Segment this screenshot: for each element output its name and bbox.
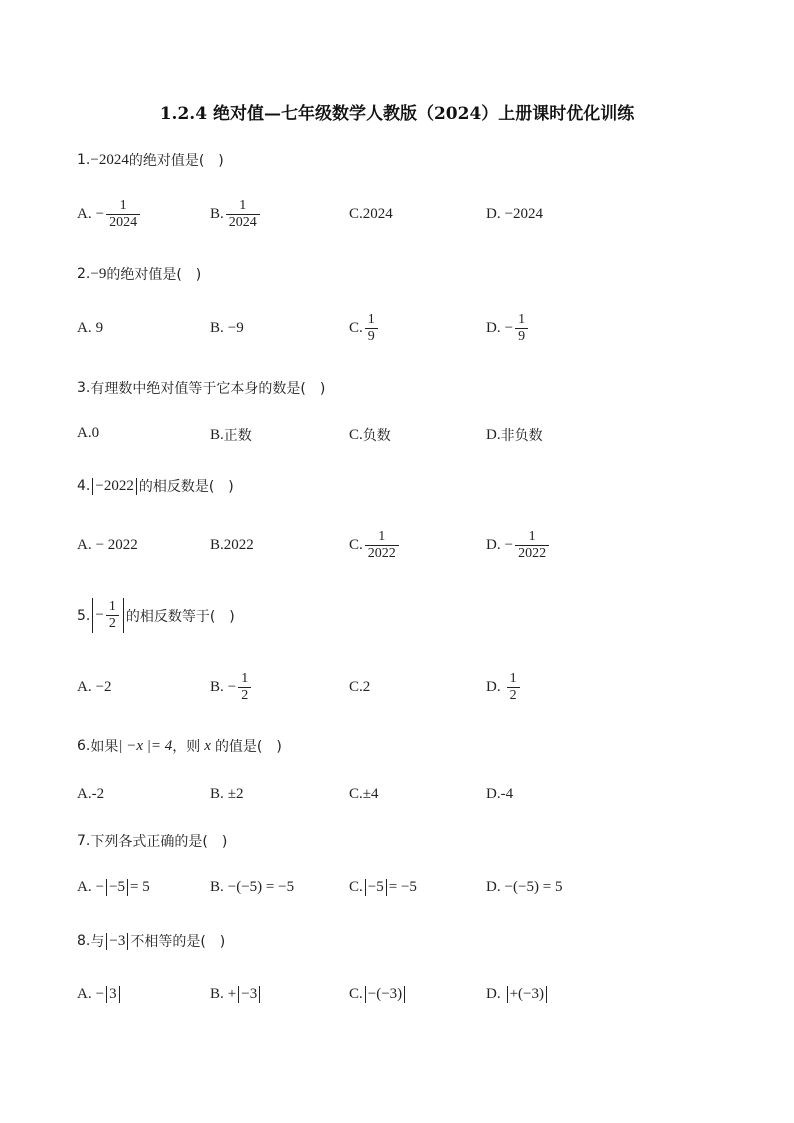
option-prefix: − <box>95 879 105 895</box>
option-4d <box>486 529 551 562</box>
denominator: 2022 <box>515 545 549 562</box>
denominator: 2022 <box>365 545 399 562</box>
option-label: D. <box>486 879 501 895</box>
option-value: −9 <box>227 320 244 336</box>
option-1c <box>349 206 393 223</box>
question-number: 1. <box>77 152 91 168</box>
option-8d <box>486 986 549 1003</box>
option-label: D. <box>486 786 501 802</box>
abs-sign: − <box>95 607 104 623</box>
option-label: B. <box>210 320 224 336</box>
question-prefix: 与 <box>90 934 105 950</box>
option-label: B. <box>210 679 224 695</box>
absolute-value <box>365 986 405 1003</box>
option-8a <box>77 986 122 1003</box>
numerator: 1 <box>108 599 116 614</box>
question-text: 下列各式正确的是( ) <box>90 834 228 850</box>
numerator: 1 <box>378 529 386 544</box>
option-label: A. <box>77 679 92 695</box>
option-4a <box>77 537 138 554</box>
option-value: ±2 <box>227 786 244 802</box>
option-6d <box>486 786 513 803</box>
option-label: C. <box>349 879 363 895</box>
option-1d <box>486 206 543 223</box>
option-label: B. <box>210 879 224 895</box>
option-label: D. <box>486 537 501 553</box>
question-number: 6. <box>77 738 91 754</box>
option-label: D. <box>486 986 501 1002</box>
option-value: −(−5) = 5 <box>504 879 563 895</box>
question-text: 的值是( ) <box>214 739 282 755</box>
option-7a <box>77 879 150 896</box>
option-2d <box>486 312 530 345</box>
option-value: -2 <box>91 786 105 802</box>
fraction <box>515 529 549 562</box>
fraction <box>365 312 378 345</box>
numerator: 1 <box>239 198 247 213</box>
option-label: D. <box>486 320 501 336</box>
option-label: A. <box>77 320 92 336</box>
option-3d <box>486 425 543 445</box>
option-7d <box>486 879 562 896</box>
option-prefix: + <box>227 986 237 1002</box>
option-label: A. <box>77 206 92 222</box>
absolute-value <box>92 478 136 495</box>
option-1b <box>210 198 262 231</box>
option-value: -4 <box>500 786 514 802</box>
option-label: D. <box>486 679 501 695</box>
option-value: 2024 <box>362 206 393 222</box>
question-7 <box>77 831 227 851</box>
absolute-value <box>238 986 260 1003</box>
question-math: −2024 <box>90 151 129 168</box>
option-value: 非负数 <box>500 428 543 444</box>
option-6a <box>77 786 104 803</box>
absolute-value <box>507 986 547 1003</box>
option-8b <box>210 986 262 1003</box>
abs-content: −3 <box>241 986 258 1002</box>
option-4c <box>349 529 401 562</box>
question-number: 5. <box>77 607 91 624</box>
option-label: B. <box>210 426 224 443</box>
fraction <box>507 671 520 704</box>
option-label: B. <box>210 537 224 553</box>
option-label: D. <box>486 206 501 222</box>
question-text: 的相反数是( ) <box>138 479 234 495</box>
option-suffix: = −5 <box>388 879 417 895</box>
fraction <box>238 671 251 704</box>
numerator: 1 <box>367 312 375 327</box>
numerator: 1 <box>528 529 536 544</box>
fraction <box>106 599 119 632</box>
abs-content: −3 <box>109 932 126 949</box>
absolute-value <box>365 879 387 896</box>
option-5b <box>210 671 253 704</box>
option-3c <box>349 425 391 445</box>
option-label: C. <box>349 986 363 1002</box>
option-2c <box>349 312 380 345</box>
option-label: A. <box>77 786 92 802</box>
option-value: 正数 <box>223 428 252 444</box>
question-math: −9 <box>90 265 107 282</box>
question-text: 不相等的是( ) <box>130 934 226 950</box>
question-4 <box>77 476 234 496</box>
option-label: C. <box>349 426 363 443</box>
denominator: 9 <box>365 328 378 345</box>
numerator: 1 <box>119 198 127 213</box>
page-title: 1.2.4 绝对值—七年级数学人教版（2024）上册课时优化训练 <box>159 104 635 124</box>
option-3b <box>210 425 252 445</box>
option-value: 2022 <box>223 537 254 553</box>
option-5a <box>77 679 112 696</box>
option-label: B. <box>210 206 224 222</box>
question-number: 2. <box>77 266 91 282</box>
denominator: 2 <box>106 615 119 632</box>
option-sign: − <box>95 206 105 222</box>
option-6b <box>210 786 244 803</box>
option-label: B. <box>210 786 224 802</box>
option-label: A. <box>77 879 92 895</box>
question-prefix: 如果 <box>90 739 119 755</box>
option-value: −2 <box>95 679 112 695</box>
question-number: 3. <box>77 380 91 396</box>
option-value: −(−5) = −5 <box>227 879 295 895</box>
option-6c <box>349 786 379 803</box>
option-label: C. <box>349 786 363 802</box>
fraction <box>226 198 260 231</box>
abs-content: −5 <box>367 879 384 895</box>
option-sign: − <box>504 320 514 336</box>
fraction <box>365 529 399 562</box>
absolute-value <box>106 879 128 896</box>
option-value: 负数 <box>362 428 391 444</box>
question-text: 的绝对值是( ) <box>106 267 202 283</box>
option-7b <box>210 879 294 896</box>
absolute-value <box>106 986 120 1003</box>
option-value: 2 <box>362 679 371 695</box>
option-2b <box>210 320 244 337</box>
option-7c <box>349 879 417 896</box>
option-label: C. <box>349 679 363 695</box>
option-label: C. <box>349 320 363 336</box>
abs-content: 3 <box>109 986 117 1002</box>
abs-content: −(−3) <box>367 986 403 1002</box>
question-number: 7. <box>77 833 91 849</box>
option-value: ±4 <box>362 786 379 802</box>
option-label: A. <box>77 425 92 441</box>
option-value: 9 <box>95 320 104 336</box>
abs-content: −2022 <box>95 477 134 494</box>
numerator: 1 <box>241 671 249 686</box>
question-1 <box>77 150 224 170</box>
option-value: −2024 <box>504 206 544 222</box>
question-math: | −x |= 4 <box>118 737 173 754</box>
denominator: 2024 <box>106 214 140 231</box>
option-5c <box>349 679 370 696</box>
question-8 <box>77 931 225 951</box>
option-sign: − <box>227 679 237 695</box>
question-3 <box>77 378 325 398</box>
question-2 <box>77 264 201 284</box>
option-5d <box>486 671 522 704</box>
denominator: 2024 <box>226 214 260 231</box>
absolute-value <box>106 933 128 950</box>
option-label: B. <box>210 986 224 1002</box>
question-5 <box>77 598 235 633</box>
question-number: 4. <box>77 478 91 494</box>
option-2a <box>77 320 103 337</box>
question-variable: x <box>204 737 211 754</box>
question-number: 8. <box>77 933 91 949</box>
denominator: 2 <box>507 687 520 704</box>
numerator: 1 <box>509 671 517 686</box>
option-label: D. <box>486 426 501 443</box>
fraction <box>106 198 140 231</box>
abs-content: +(−3) <box>509 986 545 1002</box>
option-value: − 2022 <box>95 537 138 553</box>
option-suffix: = 5 <box>130 879 150 895</box>
option-1a <box>77 198 142 231</box>
option-4b <box>210 537 254 554</box>
fraction <box>515 312 528 345</box>
question-text: 的相反数等于( ) <box>125 608 235 625</box>
option-label: A. <box>77 986 92 1002</box>
question-6 <box>77 736 282 756</box>
option-label: C. <box>349 537 363 553</box>
numerator: 1 <box>518 312 526 327</box>
abs-content: −5 <box>109 879 126 895</box>
option-prefix: − <box>95 986 105 1002</box>
option-sign: − <box>504 537 514 553</box>
option-value: 0 <box>91 425 100 441</box>
absolute-value <box>92 598 123 633</box>
option-label: C. <box>349 206 363 222</box>
question-text: 有理数中绝对值等于它本身的数是( ) <box>90 381 326 397</box>
option-label: A. <box>77 537 92 553</box>
question-text: 的绝对值是( ) <box>128 153 224 169</box>
option-3a <box>77 425 99 442</box>
denominator: 2 <box>238 687 251 704</box>
denominator: 9 <box>515 328 528 345</box>
option-8c <box>349 986 407 1003</box>
question-mid: ，则 <box>172 739 201 755</box>
